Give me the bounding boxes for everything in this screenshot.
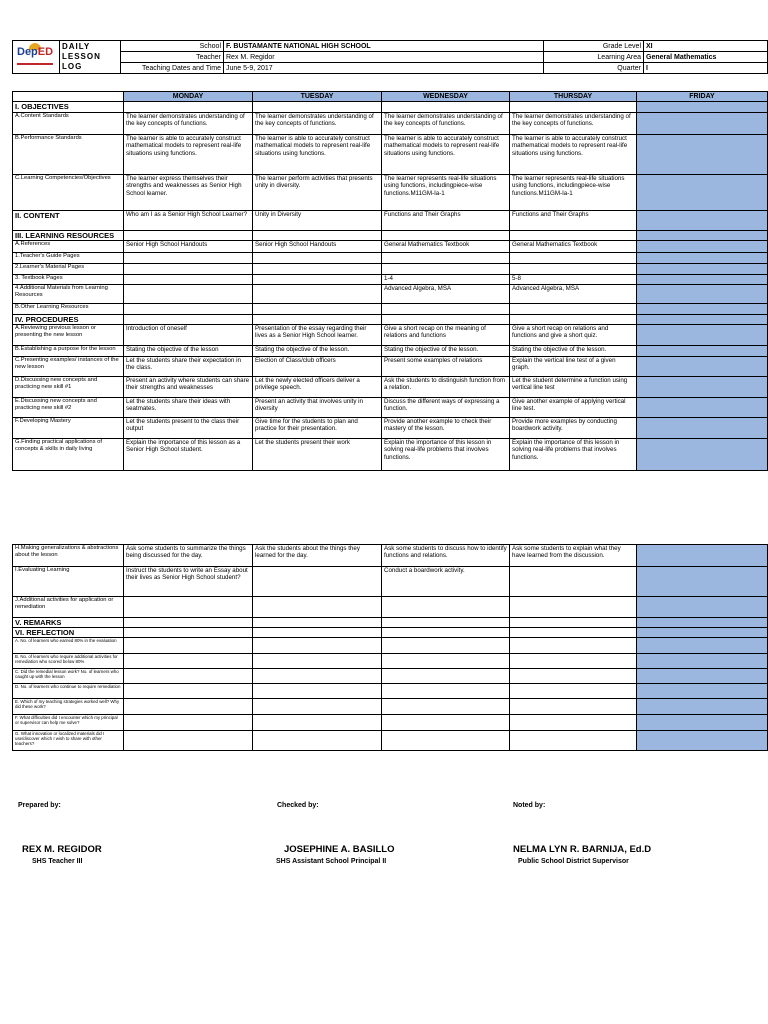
cell-tuesday: The learner perform activities that presents unity in diversity.: [253, 175, 382, 211]
day-header-wednesday: WEDNESDAY: [382, 92, 510, 102]
cell-tuesday: [253, 102, 382, 113]
row-label: B.Establishing a purpose for the lesson: [13, 346, 124, 357]
cell-tuesday: [253, 618, 382, 628]
cell-thursday: [510, 253, 637, 264]
quarter-label: Quarter: [544, 63, 644, 74]
lesson-row: [13, 618, 768, 628]
cell-tuesday: Ask the students about the things they learned for the day.: [253, 545, 382, 567]
lesson-row: [13, 325, 768, 346]
cell-friday: [637, 439, 768, 471]
logo-cell: [13, 41, 60, 74]
cell-monday: Let the students share their expectation in the class.: [124, 357, 253, 377]
cell-monday: [124, 275, 253, 285]
cell-wednesday: Ask some students to discuss how to identify functions and relations.: [382, 545, 510, 567]
cell-wednesday: General Mathematics Textbook: [382, 241, 510, 253]
cell-friday: [637, 699, 768, 715]
lesson-row: [13, 638, 768, 654]
row-label: E. Which of my teaching strategies worked well? Why did these work?: [13, 699, 124, 715]
row-label: IV. PROCEDURES: [13, 315, 124, 325]
lesson-row: [13, 684, 768, 699]
cell-friday: [637, 654, 768, 669]
cell-monday: [124, 638, 253, 654]
dll-title: DAILY LESSON LOG: [60, 41, 121, 74]
grade-value: XI: [644, 41, 768, 52]
cell-wednesday: [382, 618, 510, 628]
deped-logo: DepED: [15, 42, 55, 72]
cell-thursday: Provide more examples by conducting boardwork activity.: [510, 418, 637, 439]
cell-monday: [124, 715, 253, 731]
cell-wednesday: [382, 638, 510, 654]
noted-by-name: NELMA LYN R. BARNIJA, Ed.D: [513, 844, 652, 855]
cell-monday: The learner demonstrates understanding of the key concepts of functions.: [124, 113, 253, 135]
dates-value: June 5-9, 2017: [224, 63, 544, 74]
cell-monday: Let the students present to the class their output: [124, 418, 253, 439]
cell-friday: [637, 346, 768, 357]
cell-tuesday: [253, 654, 382, 669]
row-label: C. Did the remedial lesson work? No. of learners who caught up with the lesson: [13, 669, 124, 684]
cell-thursday: Let the student determine a function using vertical line test: [510, 377, 637, 398]
cell-thursday: [510, 684, 637, 699]
cell-thursday: [510, 654, 637, 669]
lesson-row: [13, 545, 768, 567]
lesson-row: [13, 135, 768, 175]
lesson-row: [13, 715, 768, 731]
cell-thursday: [510, 597, 637, 618]
lesson-row: [13, 439, 768, 471]
cell-thursday: [510, 715, 637, 731]
cell-thursday: [510, 102, 637, 113]
cell-tuesday: The learner demonstrates understanding of the key concepts of functions.: [253, 113, 382, 135]
checked-by-title: SHS Assistant School Principal II: [276, 858, 387, 865]
cell-thursday: [510, 731, 637, 751]
cell-friday: [637, 231, 768, 241]
prepared-by-title: SHS Teacher III: [32, 858, 83, 865]
row-label: 2.Learner's Material Pages: [13, 264, 124, 275]
cell-tuesday: Give time for the students to plan and practice for their presentation.: [253, 418, 382, 439]
row-label: E.Discussing new concepts and practicing new skill #2: [13, 398, 124, 418]
grade-label: Grade Level: [544, 41, 644, 52]
cell-friday: [637, 285, 768, 304]
row-label: F.Developing Mastery: [13, 418, 124, 439]
cell-friday: [637, 241, 768, 253]
cell-wednesday: [382, 264, 510, 275]
cell-tuesday: [253, 567, 382, 597]
school-label: School: [121, 41, 224, 52]
cell-wednesday: [382, 731, 510, 751]
row-label: A.References: [13, 241, 124, 253]
cell-tuesday: [253, 315, 382, 325]
cell-monday: [124, 253, 253, 264]
cell-friday: [637, 715, 768, 731]
prepared-by-label: Prepared by:: [18, 802, 61, 809]
lesson-row: [13, 628, 768, 638]
cell-thursday: [510, 628, 637, 638]
cell-wednesday: The learner is able to accurately construct mathematical models to represent real-life situations using functions.: [382, 135, 510, 175]
lesson-row: [13, 731, 768, 751]
cell-friday: [637, 211, 768, 231]
cell-monday: [124, 304, 253, 315]
row-label: D.Discussing new concepts and practicing new skill #1: [13, 377, 124, 398]
cell-tuesday: Let the students present their work: [253, 439, 382, 471]
noted-by-label: Noted by:: [513, 802, 546, 809]
row-label: G. What innovation or localized materials did I use/discover which I wish to share with other teachers?: [13, 731, 124, 751]
cell-tuesday: [253, 285, 382, 304]
cell-monday: [124, 618, 253, 628]
lesson-row: [13, 357, 768, 377]
row-label: B.Other Learning Resources: [13, 304, 124, 315]
cell-wednesday: Advanced Algebra, MSA: [382, 285, 510, 304]
cell-tuesday: Present an activity that involves unity in diversity: [253, 398, 382, 418]
cell-thursday: [510, 567, 637, 597]
cell-wednesday: [382, 715, 510, 731]
checked-by-label: Checked by:: [277, 802, 319, 809]
cell-friday: [637, 567, 768, 597]
cell-tuesday: Let the newly elected officers deliver a privilege speech.: [253, 377, 382, 398]
cell-monday: Stating the objective of the lesson: [124, 346, 253, 357]
lesson-row: [13, 398, 768, 418]
cell-thursday: Functions and Their Graphs: [510, 211, 637, 231]
row-label: VI. REFLECTION: [13, 628, 124, 638]
cell-monday: Let the students share their ideas with seatmates.: [124, 398, 253, 418]
checked-by-name: JOSEPHINE A. BASILLO: [284, 844, 395, 855]
cell-thursday: 5-8: [510, 275, 637, 285]
cell-friday: [637, 275, 768, 285]
header-table: [12, 40, 768, 74]
row-label: I.Evaluating Learning: [13, 567, 124, 597]
cell-friday: [637, 628, 768, 638]
cell-monday: [124, 231, 253, 241]
cell-wednesday: [382, 102, 510, 113]
cell-wednesday: [382, 597, 510, 618]
cell-thursday: Advanced Algebra, MSA: [510, 285, 637, 304]
cell-wednesday: [382, 253, 510, 264]
row-label: C.Learning Competencies/Objectives: [13, 175, 124, 211]
cell-thursday: [510, 618, 637, 628]
cell-monday: Who am I as a Senior High School Learner?: [124, 211, 253, 231]
cell-wednesday: Stating the objective of the lesson.: [382, 346, 510, 357]
cell-wednesday: [382, 669, 510, 684]
cell-monday: Present an activity where students can share their strengths and weaknesses: [124, 377, 253, 398]
cell-thursday: Explain the vertical line test of a given graph.: [510, 357, 637, 377]
row-label: V. REMARKS: [13, 618, 124, 628]
cell-wednesday: [382, 684, 510, 699]
prepared-by-name: REX M. REGIDOR: [22, 844, 102, 855]
cell-wednesday: Explain the importance of this lesson in solving real-life problems that involves functions.: [382, 439, 510, 471]
cell-monday: The learner express themselves their strengths and weaknesses as Senior High School learner.: [124, 175, 253, 211]
cell-friday: [637, 545, 768, 567]
teacher-value: Rex M. Regidor: [224, 52, 544, 63]
cell-thursday: [510, 699, 637, 715]
cell-tuesday: [253, 731, 382, 751]
cell-tuesday: [253, 231, 382, 241]
lesson-row: [13, 241, 768, 253]
lesson-row: [13, 346, 768, 357]
cell-thursday: The learner demonstrates understanding of the key concepts of functions.: [510, 113, 637, 135]
cell-wednesday: Present some examples of relations: [382, 357, 510, 377]
cell-wednesday: Conduct a boardwork activity.: [382, 567, 510, 597]
cell-monday: The learner is able to accurately construct mathematical models to represent real-life situations using functions.: [124, 135, 253, 175]
cell-monday: [124, 669, 253, 684]
lesson-row: [13, 211, 768, 231]
lesson-row: [13, 253, 768, 264]
cell-tuesday: [253, 699, 382, 715]
lesson-row: [13, 654, 768, 669]
cell-tuesday: Presentation of the essay regarding their lives as a Senior High School learner.: [253, 325, 382, 346]
corner-cell: [13, 92, 124, 102]
row-label: G.Finding practical applications of concepts & skills in daily living: [13, 439, 124, 471]
cell-thursday: The learner represents real-life situations using functions, includingpiece-wise functions.M11GM-Ia-1: [510, 175, 637, 211]
cell-monday: [124, 628, 253, 638]
area-label: Learning Area: [544, 52, 644, 63]
cell-monday: Instruct the students to write an Essay about their lives as Senior High School student?: [124, 567, 253, 597]
day-header-tuesday: TUESDAY: [253, 92, 382, 102]
cell-monday: [124, 597, 253, 618]
cell-friday: [637, 597, 768, 618]
cell-monday: Ask some students to summarize the things being discussed for the day.: [124, 545, 253, 567]
day-header-monday: MONDAY: [124, 92, 253, 102]
cell-wednesday: [382, 654, 510, 669]
cell-monday: [124, 684, 253, 699]
cell-tuesday: [253, 264, 382, 275]
cell-friday: [637, 175, 768, 211]
cell-thursday: [510, 264, 637, 275]
cell-tuesday: [253, 304, 382, 315]
row-label: A.Content Standards: [13, 113, 124, 135]
cell-tuesday: Election of Class/club officers: [253, 357, 382, 377]
cell-tuesday: Stating the objective of the lesson.: [253, 346, 382, 357]
cell-friday: [637, 398, 768, 418]
day-header-thursday: THURSDAY: [510, 92, 637, 102]
cell-friday: [637, 135, 768, 175]
cell-wednesday: [382, 231, 510, 241]
lesson-row: [13, 699, 768, 715]
cell-tuesday: [253, 669, 382, 684]
lesson-row: [13, 264, 768, 275]
cell-friday: [637, 113, 768, 135]
cell-monday: [124, 654, 253, 669]
lesson-row: [13, 231, 768, 241]
row-label: C.Presenting examples/ instances of the new lesson: [13, 357, 124, 377]
row-label: 4.Additional Materials from Learning Resources: [13, 285, 124, 304]
cell-wednesday: Ask the students to distinguish function from a relation.: [382, 377, 510, 398]
cell-tuesday: Senior High School Handouts: [253, 241, 382, 253]
row-label: B.Performance Standards: [13, 135, 124, 175]
cell-monday: [124, 731, 253, 751]
lesson-row: [13, 669, 768, 684]
row-label: II. CONTENT: [13, 211, 124, 231]
cell-wednesday: [382, 315, 510, 325]
lesson-table-bottom: [12, 544, 768, 751]
cell-thursday: [510, 304, 637, 315]
noted-by-title: Public School District Supervisor: [518, 858, 629, 865]
lesson-row: [13, 275, 768, 285]
cell-friday: [637, 418, 768, 439]
cell-tuesday: [253, 597, 382, 618]
cell-thursday: The learner is able to accurately construct mathematical models to represent real-life situations using functions.: [510, 135, 637, 175]
cell-monday: [124, 699, 253, 715]
row-label: 3. Textbook Pages: [13, 275, 124, 285]
lesson-row: [13, 377, 768, 398]
row-label: III. LEARNING RESOURCES: [13, 231, 124, 241]
row-label: J.Additional activities for application or remediation: [13, 597, 124, 618]
cell-thursday: [510, 669, 637, 684]
row-label: I. OBJECTIVES: [13, 102, 124, 113]
cell-wednesday: The learner demonstrates understanding of the key concepts of functions.: [382, 113, 510, 135]
cell-wednesday: The learner represents real-life situations using functions, includingpiece-wise functions.M11GM-Ia-1: [382, 175, 510, 211]
row-label: 1.Teacher's Guide Pages: [13, 253, 124, 264]
lesson-row: [13, 285, 768, 304]
lesson-row: [13, 175, 768, 211]
school-value: F. BUSTAMANTE NATIONAL HIGH SCHOOL: [224, 41, 544, 52]
cell-thursday: Ask some students to explain what they have learned from the discussion.: [510, 545, 637, 567]
cell-thursday: General Mathematics Textbook: [510, 241, 637, 253]
cell-monday: Senior High School Handouts: [124, 241, 253, 253]
cell-monday: [124, 264, 253, 275]
cell-tuesday: [253, 638, 382, 654]
cell-friday: [637, 377, 768, 398]
cell-tuesday: [253, 253, 382, 264]
cell-thursday: Explain the importance of this lesson in solving real-life problems that involves functions.: [510, 439, 637, 471]
cell-monday: [124, 315, 253, 325]
cell-friday: [637, 264, 768, 275]
quarter-value: I: [644, 63, 768, 74]
lesson-row: [13, 113, 768, 135]
cell-friday: [637, 684, 768, 699]
cell-friday: [637, 357, 768, 377]
row-label: A.Reviewing previous lesson or presenting the new lesson: [13, 325, 124, 346]
lesson-row: [13, 102, 768, 113]
day-header-friday: FRIDAY: [637, 92, 768, 102]
lesson-row: [13, 315, 768, 325]
cell-wednesday: [382, 699, 510, 715]
cell-tuesday: The learner is able to accurately construct mathematical models to represent real-life situations using functions.: [253, 135, 382, 175]
row-label: A. No. of learners who earned 80% in the evaluation: [13, 638, 124, 654]
cell-thursday: Stating the objective of the lesson.: [510, 346, 637, 357]
cell-friday: [637, 669, 768, 684]
cell-friday: [637, 638, 768, 654]
cell-friday: [637, 731, 768, 751]
cell-tuesday: [253, 628, 382, 638]
cell-thursday: [510, 638, 637, 654]
lesson-row: [13, 304, 768, 315]
lesson-row: [13, 418, 768, 439]
cell-wednesday: [382, 628, 510, 638]
cell-wednesday: 1-4: [382, 275, 510, 285]
row-label: B. No. of learners who require additional activities for remediation who scored below 80%: [13, 654, 124, 669]
area-value: General Mathematics: [644, 52, 768, 63]
lesson-row: [13, 597, 768, 618]
cell-thursday: Give a short recap on relations and functions and give a short quiz.: [510, 325, 637, 346]
dates-label: Teaching Dates and Time: [121, 63, 224, 74]
cell-wednesday: Provide another example to check their mastery of the lesson.: [382, 418, 510, 439]
lesson-row: [13, 567, 768, 597]
cell-monday: [124, 102, 253, 113]
cell-friday: [637, 325, 768, 346]
cell-wednesday: Functions and Their Graphs: [382, 211, 510, 231]
cell-friday: [637, 102, 768, 113]
cell-wednesday: [382, 304, 510, 315]
row-label: F. What difficulties did I encounter which my principal or supervisor can help me solve?: [13, 715, 124, 731]
cell-friday: [637, 618, 768, 628]
teacher-label: Teacher: [121, 52, 224, 63]
cell-tuesday: Unity in Diversity: [253, 211, 382, 231]
cell-wednesday: Give a short recap on the meaning of relations and functions: [382, 325, 510, 346]
cell-friday: [637, 315, 768, 325]
cell-tuesday: [253, 275, 382, 285]
cell-tuesday: [253, 715, 382, 731]
cell-friday: [637, 253, 768, 264]
cell-friday: [637, 304, 768, 315]
cell-monday: [124, 285, 253, 304]
cell-thursday: [510, 315, 637, 325]
cell-wednesday: Discuss the different ways of expressing a function.: [382, 398, 510, 418]
cell-thursday: Give another example of applying vertical line test.: [510, 398, 637, 418]
lesson-table-top: [12, 91, 768, 471]
cell-monday: Explain the importance of this lesson as a Senior High School student.: [124, 439, 253, 471]
row-label: H.Making generalizations & abstractions about the lesson: [13, 545, 124, 567]
row-label: D. No. of learners who continue to require remediation: [13, 684, 124, 699]
cell-monday: Introduction of oneself: [124, 325, 253, 346]
cell-thursday: [510, 231, 637, 241]
cell-tuesday: [253, 684, 382, 699]
